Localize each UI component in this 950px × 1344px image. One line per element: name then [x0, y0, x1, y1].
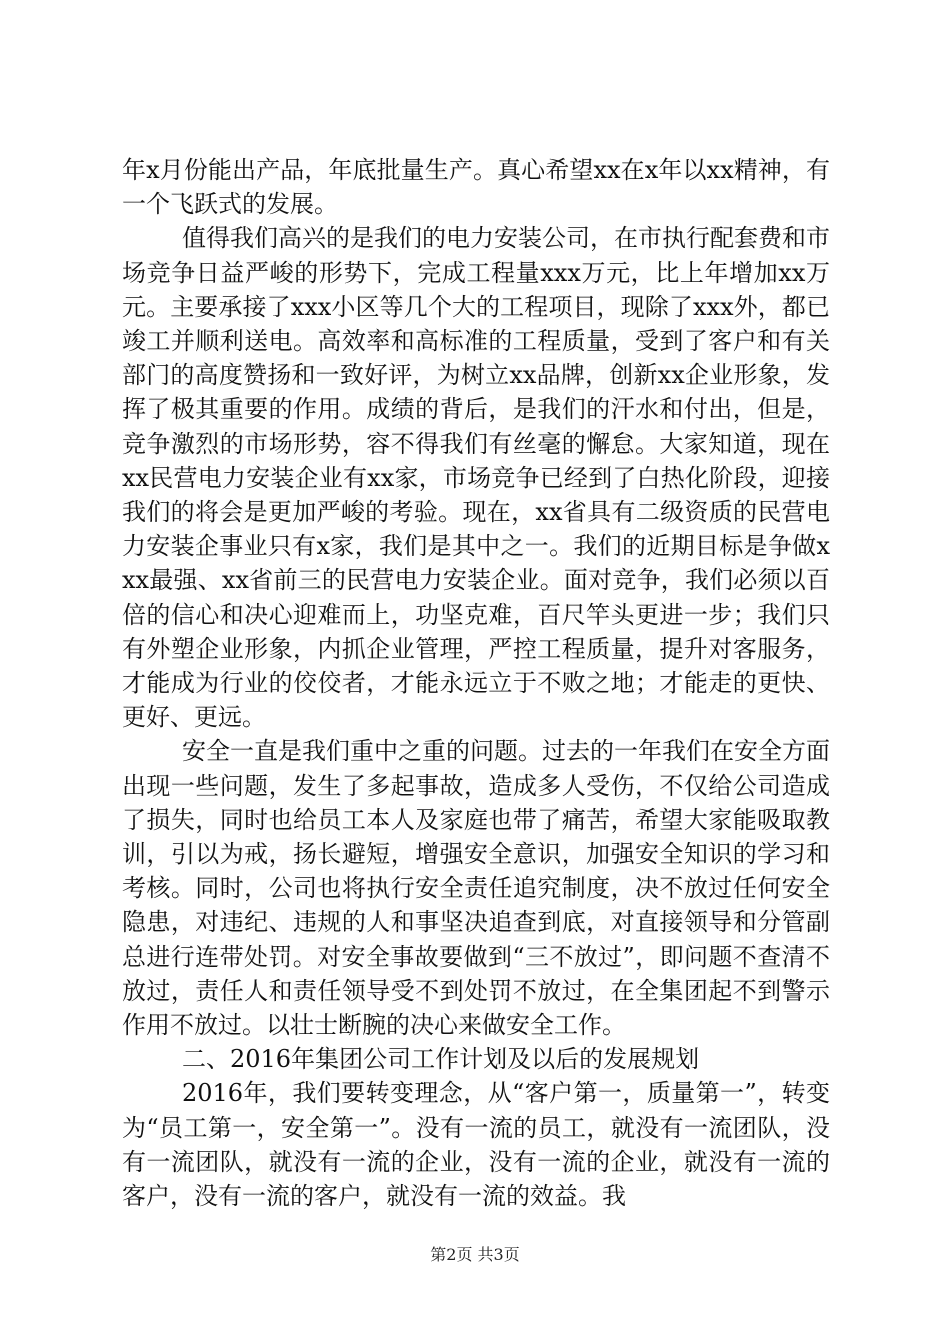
- paragraph-3: 安全一直是我们重中之重的问题。过去的一年我们在安全方面出现一些问题，发生了多起事故，造成多人受伤，不仅给公司造成了损失，同时也给员工本人及家庭也带了痛苦，希望大家能吸取教训，引以为戒，扬长避短，增强安全意识，加强安全知识的学习和考核。同时，公司也将执行安全责任追究制度，决不放过任何安全隐患，对违纪、违规的人和事坚决追查到底，对直接领导和分管副总进行连带处罚。对安全事故要做到“三不放过”，即问题不查清不放过，责任人和责任领导受不到处罚不放过，在全集团起不到警示作用不放过。以壮士断腕的决心来做安全工作。: [122, 737, 830, 1040]
- paragraph-4: 2016年，我们要转变理念，从“客户第一，质量第一”，转变为“员工第一，安全第一”。没有一流的员工，就没有一流团队，没有一流团队，就没有一流的企业，没有一流的企业，就没有一流的客户，没有一流的客户，就没有一流的效益。我: [122, 1079, 830, 1211]
- section-heading: 二、2016年集团公司工作计划及以后的发展规划: [182, 1045, 700, 1074]
- paragraph-1: 年x月份能出产品，年底批量生产。真心希望xx在x年以xx精神，有一个飞跃式的发展。: [122, 156, 830, 219]
- paragraph-2: 值得我们高兴的是我们的电力安装公司，在市执行配套费和市场竞争日益严峻的形势下，完成工程量xxx万元，比上年增加xx万元。主要承接了xxx小区等几个大的工程项目，现除了xxx外，都已竣工并顺利送电。高效率和高标准的工程质量，受到了客户和有关部门的高度赞扬和一致好评，为树立xx品牌，创新xx企业形象，发挥了极其重要的作用。成绩的背后，是我们的汗水和付出，但是，竞争激烈的市场形势，容不得我们有丝毫的懈怠。大家知道，现在xx民营电力安装企业有xx家，市场竞争已经到了白热化阶段，迎接我们的将会是更加严峻的考验。现在，xx省具有二级资质的民营电力安装企事业只有x家，我们是其中之一。我们的近期目标是争做xxx最强、xx省前三的民营电力安装企业。面对竞争，我们必须以百倍的信心和决心迎难而上，功坚克难，百尺竿头更进一步；我们只有外塑企业形象，内抓企业管理，严控工程质量，提升对客服务，才能成为行业的佼佼者，才能永远立于不败之地；才能走的更快、更好、更远。: [122, 224, 830, 732]
- document-body: [122, 153, 830, 1213]
- page-number-footer: 第2页 共3页: [430, 1245, 520, 1264]
